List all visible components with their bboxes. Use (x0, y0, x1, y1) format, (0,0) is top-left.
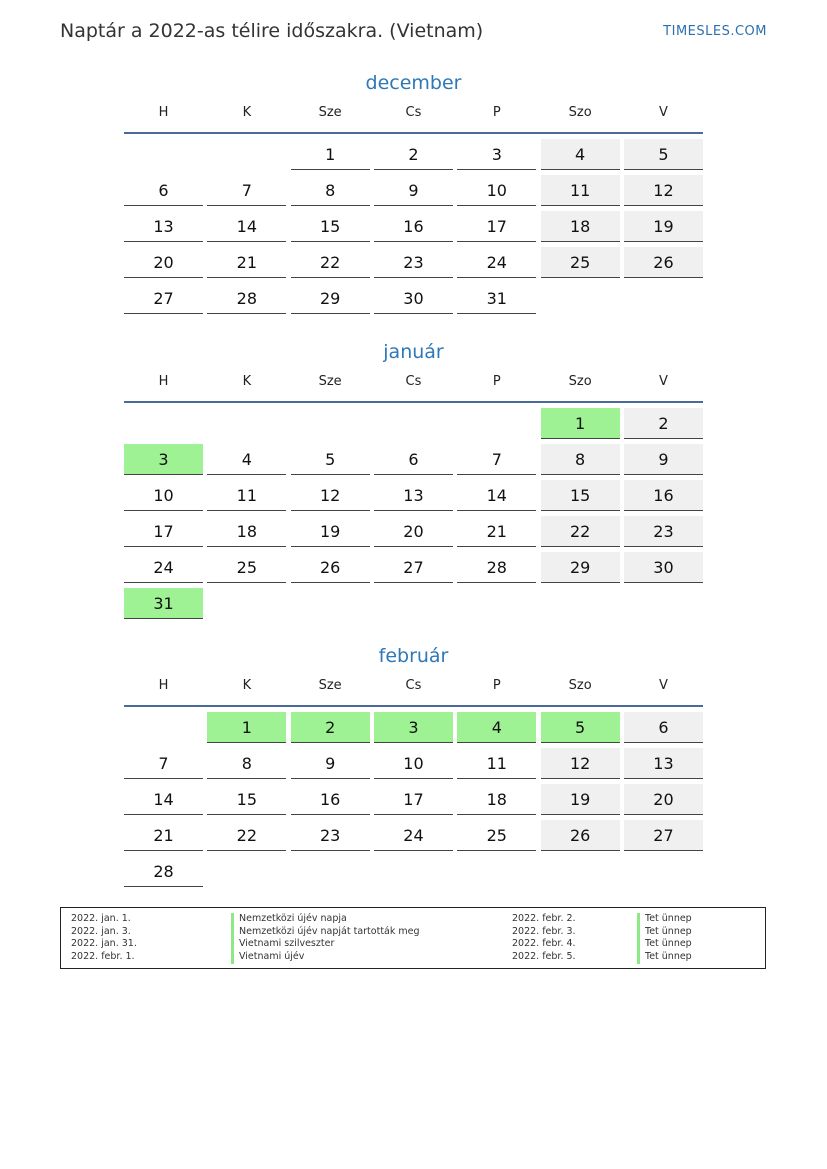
day-cell[interactable]: 10 (124, 480, 203, 511)
day-cell[interactable]: 25 (457, 820, 536, 851)
day-cell[interactable]: 30 (374, 283, 453, 314)
day-cell[interactable]: 20 (374, 516, 453, 547)
day-cell[interactable]: 30 (624, 552, 703, 583)
day-cell[interactable]: 25 (207, 552, 286, 583)
day-cell[interactable]: 11 (207, 480, 286, 511)
day-cell[interactable]: 6 (124, 175, 203, 206)
day-cell[interactable]: 17 (374, 784, 453, 815)
day-cell[interactable]: 27 (124, 283, 203, 314)
weekday-label: Cs (405, 374, 422, 389)
legend-date: 2022. jan. 3. (71, 925, 131, 937)
day-cell[interactable]: 16 (624, 480, 703, 511)
day-cell[interactable]: 22 (207, 820, 286, 851)
holiday-cell[interactable]: 5 (541, 712, 620, 743)
month-title: január (383, 341, 444, 363)
day-cell[interactable]: 17 (457, 211, 536, 242)
weekday-label: P (492, 678, 501, 693)
day-cell[interactable]: 19 (291, 516, 370, 547)
empty-cell (374, 408, 453, 439)
legend-date: 2022. febr. 5. (512, 951, 576, 963)
day-cell[interactable]: 28 (457, 552, 536, 583)
day-cell[interactable]: 18 (457, 784, 536, 815)
day-cell[interactable]: 24 (124, 552, 203, 583)
legend-date: 2022. febr. 2. (512, 913, 576, 924)
day-cell[interactable]: 8 (291, 175, 370, 206)
day-cell[interactable]: 16 (374, 211, 453, 242)
holiday-cell[interactable]: 2 (291, 712, 370, 743)
day-cell[interactable]: 9 (291, 748, 370, 779)
legend-date: 2022. febr. 4. (512, 938, 576, 950)
day-grid (124, 139, 703, 319)
day-cell[interactable]: 13 (624, 748, 703, 779)
weekday-label: P (492, 105, 501, 120)
day-cell[interactable]: 15 (207, 784, 286, 815)
day-cell[interactable]: 12 (291, 480, 370, 511)
day-cell[interactable]: 15 (291, 211, 370, 242)
day-cell[interactable]: 22 (541, 516, 620, 547)
holiday-cell[interactable]: 1 (541, 408, 620, 439)
holiday-legend (60, 907, 766, 969)
day-grid (124, 408, 703, 624)
month-december (124, 70, 703, 319)
empty-cell (124, 139, 203, 170)
day-cell[interactable]: 26 (291, 552, 370, 583)
day-cell[interactable]: 3 (457, 139, 536, 170)
weekday-label: Sze (318, 678, 342, 693)
day-cell[interactable]: 28 (124, 856, 203, 887)
day-cell[interactable]: 6 (624, 712, 703, 743)
day-cell[interactable]: 25 (541, 247, 620, 278)
weekday-label: H (158, 374, 169, 389)
day-cell[interactable]: 9 (624, 444, 703, 475)
weekday-label: K (242, 374, 252, 389)
day-cell[interactable]: 4 (207, 444, 286, 475)
empty-cell (291, 408, 370, 439)
weekday-label: Szo (568, 678, 592, 693)
day-cell[interactable]: 19 (624, 211, 703, 242)
day-cell[interactable]: 14 (207, 211, 286, 242)
day-cell[interactable]: 18 (541, 211, 620, 242)
weekday-label: K (242, 105, 252, 120)
legend-holiday-name: Tet ünnep (637, 938, 692, 951)
day-cell[interactable]: 13 (124, 211, 203, 242)
day-cell[interactable]: 24 (457, 247, 536, 278)
header-divider (124, 705, 703, 707)
day-cell[interactable]: 2 (374, 139, 453, 170)
day-cell[interactable]: 27 (374, 552, 453, 583)
month-title: február (378, 645, 449, 667)
weekday-label: Sze (318, 105, 342, 120)
day-cell[interactable]: 7 (457, 444, 536, 475)
month-february (124, 643, 703, 892)
legend-holiday-name: Tet ünnep (637, 913, 692, 926)
day-cell[interactable]: 17 (124, 516, 203, 547)
weekday-header (124, 365, 703, 401)
day-cell[interactable]: 12 (541, 748, 620, 779)
weekday-label: Szo (568, 374, 592, 389)
day-cell[interactable]: 27 (624, 820, 703, 851)
day-cell[interactable]: 20 (624, 784, 703, 815)
empty-cell (124, 712, 203, 743)
month-january (124, 339, 703, 624)
weekday-label: H (158, 678, 169, 693)
day-cell[interactable]: 20 (124, 247, 203, 278)
day-cell[interactable]: 11 (541, 175, 620, 206)
day-cell[interactable]: 19 (541, 784, 620, 815)
legend-date: 2022. febr. 3. (512, 925, 576, 937)
header-divider (124, 132, 703, 134)
day-cell[interactable]: 7 (207, 175, 286, 206)
day-grid (124, 712, 703, 892)
day-cell[interactable]: 8 (541, 444, 620, 475)
weekday-label: V (659, 105, 668, 120)
day-cell[interactable]: 14 (124, 784, 203, 815)
page-title: Naptár a 2022-as télire időszakra. (Vietnam) (60, 20, 484, 42)
weekday-header (124, 669, 703, 705)
weekday-label: V (659, 678, 668, 693)
day-cell[interactable]: 2 (624, 408, 703, 439)
weekday-label: H (158, 105, 169, 120)
day-cell[interactable]: 29 (541, 552, 620, 583)
day-cell[interactable]: 7 (124, 748, 203, 779)
day-cell[interactable]: 23 (624, 516, 703, 547)
day-cell[interactable]: 5 (291, 444, 370, 475)
month-title: december (365, 72, 462, 94)
legend-date: 2022. jan. 31. (71, 938, 137, 950)
day-cell[interactable]: 21 (207, 247, 286, 278)
empty-cell (207, 139, 286, 170)
holiday-cell[interactable]: 4 (457, 712, 536, 743)
day-cell[interactable]: 16 (291, 784, 370, 815)
day-cell[interactable]: 22 (291, 247, 370, 278)
header-divider (124, 401, 703, 403)
day-cell[interactable]: 18 (207, 516, 286, 547)
day-cell[interactable]: 11 (457, 748, 536, 779)
legend-holiday-name: Nemzetközi újév napja (231, 913, 420, 926)
weekday-header (124, 96, 703, 132)
legend-holiday-name: Vietnami újév (231, 951, 420, 964)
weekday-label: Sze (318, 374, 342, 389)
day-cell[interactable]: 26 (624, 247, 703, 278)
day-cell[interactable]: 10 (457, 175, 536, 206)
weekday-label: Szo (568, 105, 592, 120)
legend-date: 2022. jan. 1. (71, 913, 131, 924)
day-cell[interactable]: 9 (374, 175, 453, 206)
day-cell[interactable]: 1 (291, 139, 370, 170)
legend-holiday-name: Nemzetközi újév napját tartották meg (231, 926, 420, 939)
empty-cell (124, 408, 203, 439)
holiday-cell[interactable]: 1 (207, 712, 286, 743)
weekday-label: V (659, 374, 668, 389)
day-cell[interactable]: 4 (541, 139, 620, 170)
legend-holiday-name: Tet ünnep (637, 926, 692, 939)
weekday-label: Cs (405, 105, 422, 120)
legend-holiday-name: Tet ünnep (637, 951, 692, 964)
weekday-label: K (242, 678, 252, 693)
day-cell[interactable]: 28 (207, 283, 286, 314)
weekday-label: Cs (405, 678, 422, 693)
holiday-cell[interactable]: 31 (124, 588, 203, 619)
empty-cell (207, 408, 286, 439)
day-cell[interactable]: 5 (624, 139, 703, 170)
day-cell[interactable]: 31 (457, 283, 536, 314)
day-cell[interactable]: 10 (374, 748, 453, 779)
day-cell[interactable]: 21 (124, 820, 203, 851)
empty-cell (457, 408, 536, 439)
day-cell[interactable]: 29 (291, 283, 370, 314)
day-cell[interactable]: 23 (374, 247, 453, 278)
brand-logo[interactable]: TIMESLES.COM (663, 24, 767, 39)
day-cell[interactable]: 14 (457, 480, 536, 511)
day-cell[interactable]: 21 (457, 516, 536, 547)
day-cell[interactable]: 15 (541, 480, 620, 511)
legend-date: 2022. febr. 1. (71, 951, 135, 963)
day-cell[interactable]: 8 (207, 748, 286, 779)
legend-holiday-name: Vietnami szilveszter (231, 938, 420, 951)
day-cell[interactable]: 26 (541, 820, 620, 851)
day-cell[interactable]: 6 (374, 444, 453, 475)
day-cell[interactable]: 24 (374, 820, 453, 851)
day-cell[interactable]: 23 (291, 820, 370, 851)
holiday-cell[interactable]: 3 (124, 444, 203, 475)
day-cell[interactable]: 13 (374, 480, 453, 511)
day-cell[interactable]: 12 (624, 175, 703, 206)
holiday-cell[interactable]: 3 (374, 712, 453, 743)
weekday-label: P (492, 374, 501, 389)
